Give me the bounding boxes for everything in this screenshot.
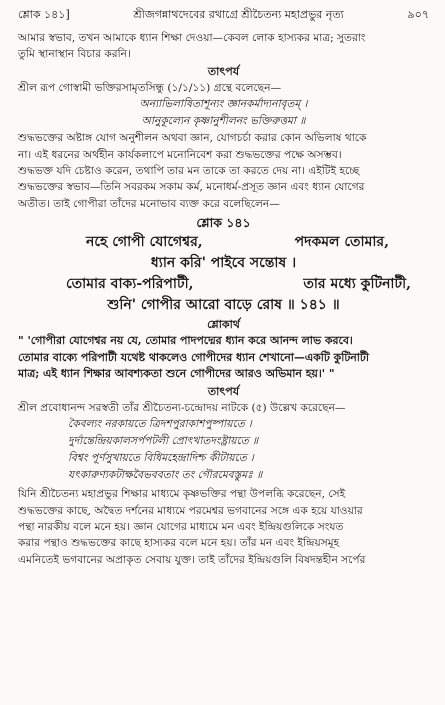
sloka-line: যৎকারুণ্যকটাক্ষবৈভববতাং তং গৌরমেবস্তুমঃ ॥ (68, 469, 263, 482)
text-line: করার পন্থাও শুদ্ধভক্তের কাছে হাস্যকর বলে মনে হয়। তাঁর মন এবং ইন্দ্রিয়সমূহ (18, 537, 340, 550)
header-page-number: ৯০৭ (407, 8, 429, 21)
purport-heading: তাৎপর্য (207, 384, 240, 398)
text-line: অতীত। তাই গোপীরা তাঁদের মনোভাব ব্যক্ত করে বলেছিলেন— (18, 197, 280, 210)
sloka-line: বিশ্বং পূর্ণসুখায়তে বিধিমহেন্দ্রাদিশ্চ কীটায়তে । (68, 452, 254, 465)
verse-text (18, 232, 429, 316)
purport-body (18, 486, 429, 568)
text-line: শুদ্ধভক্ত যদি চেষ্টাও করেন, তথাপি তার মন তাকে তা করতে দেয় না। এইটিই হচ্ছে (18, 165, 360, 178)
verse-line: ধ্যান করি' পাইবে সন্তোষ । (150, 255, 297, 272)
translation-line: মাত্র; এই ধ্যান শিক্ষার আবশ্যকতা শুনে গোপীদের আরও অভিমান হয়।' " (18, 367, 335, 381)
purport-intro: শ্রীল প্রবোধানন্দ সরস্বতী তাঁর শ্রীচৈতন্য-চন্দ্রোদয় নাটকে (৫) উল্লেখ করেছেন— (18, 401, 346, 414)
text-line: যিনি শ্রীচৈতন্য মহাপ্রভুর শিক্ষার মাধ্যমে কৃষ্ণভক্তির পন্থা উপলব্ধি করেছেন, সেই (18, 488, 346, 501)
translation-line: " 'গোপীরা যোগেশ্বর নয় যে, তোমার পাদপদ্মের ধ্যান করে আনন্দ লাভ করবে। (18, 334, 353, 348)
page-header (18, 6, 429, 24)
purport-heading: তাৎপর্য (207, 64, 240, 78)
verse-line: শুনি' গোপীর আরো বাড়ে রোষ ॥ ১৪১ ॥ (107, 297, 340, 314)
quoted-sloka (18, 416, 429, 484)
translation-line: তোমার বাক্যে পরিপাটী যথেষ্ট থাকলেও গোপীদের ধ্যান শেখানো—একটি কুটিনাটী (18, 350, 369, 364)
text-line: না। এই ধরনের অর্থহীন কার্যকলাপে মনোনিবেশ করা শুদ্ধভক্তের পক্ষে অসম্ভব। (18, 148, 342, 161)
verse-title: শ্লোক ১৪১ (196, 215, 251, 231)
text-line: শুদ্ধভক্তের স্বভাব—তিনি সবরকম সকাম কর্ম, মনোধর্ম-প্রসূত জ্ঞান এবং ধ্যান যোগের (18, 181, 365, 194)
text-line: শুদ্ধভক্তের অষ্টাঙ্গ যোগ অনুশীলন অথবা জ্ঞান, যোগচর্চা করার কোন অভিলাষ থাকে (18, 132, 367, 145)
verse-line: তোমার বাক্য-পরিপাটী, (66, 276, 194, 293)
header-verse-ref: শ্লোক ১৪১] (18, 8, 70, 21)
text-line: পন্থা নারকীয় বলে মনে হয়। জ্ঞান যোগের মাধ্যমে মন এবং ইন্দ্রিয়গুলিকে সংযত (18, 520, 344, 533)
translation-heading: শ্লোকার্থ (207, 318, 240, 332)
header-chapter-title: শ্রীজগন্নাথদেবের রথাগ্রে শ্রীচৈতন্য মহাপ্রভুর নৃত্য (133, 8, 344, 21)
text-line: আমার স্বভাব, তখন আমাকে ধ্যান শিক্ষা দেওয়া—কেবল লোক হাস্যকর মাত্র; সুতরাং (18, 32, 366, 44)
translation (18, 333, 429, 383)
sloka-line: অন্যাভিলাষিতাশূন্যং জ্ঞানকর্মাদ্যনাবৃতম্ । (139, 98, 308, 111)
verse-line: তার মধ্যে কুটিনাটী, (303, 276, 411, 293)
verse-line: পদকমল তোমার, (294, 234, 389, 251)
sloka-line: দুর্দান্তেন্দ্রিয়কালসর্পপটলী প্রোৎখাতদংষ্ট্রায়তে ॥ (68, 435, 259, 448)
text-line: শুদ্ধভক্তের কাছে, অদ্বৈত দর্শনের মাধ্যমে পরমেশ্বর ভগবানের সঙ্গে এক হয়ে যাওয়ার (18, 504, 363, 517)
purport-body (18, 130, 429, 212)
text-line: এমনিতেই ভগবানের অপ্রাকৃত সেবায় যুক্ত। তাই তাঁদের ইন্দ্রিয়গুলি বিষদন্তহীন সর্পের (18, 553, 366, 566)
sloka-line: আনুকূল্যেন কৃষ্ণানুশীলনং ভক্তিরুত্তমা ॥ (141, 115, 306, 128)
purport-intro: শ্রীল রূপ গোস্বামী ভক্তিরসামৃতসিন্ধু (১/১/১১) গ্রন্থে বলেছেন— (18, 81, 282, 94)
text-line: তুমি স্থানাস্থান বিচার করনি। (18, 48, 131, 61)
verse-line: নহে গোপী যোগেশ্বর, (86, 234, 203, 251)
sloka-line: কৈবল্যং নরকায়তে ত্রিদশপুরাকাশপুষ্পায়তে । (68, 418, 252, 431)
quoted-sloka (18, 96, 429, 130)
intro-paragraph (18, 30, 429, 63)
